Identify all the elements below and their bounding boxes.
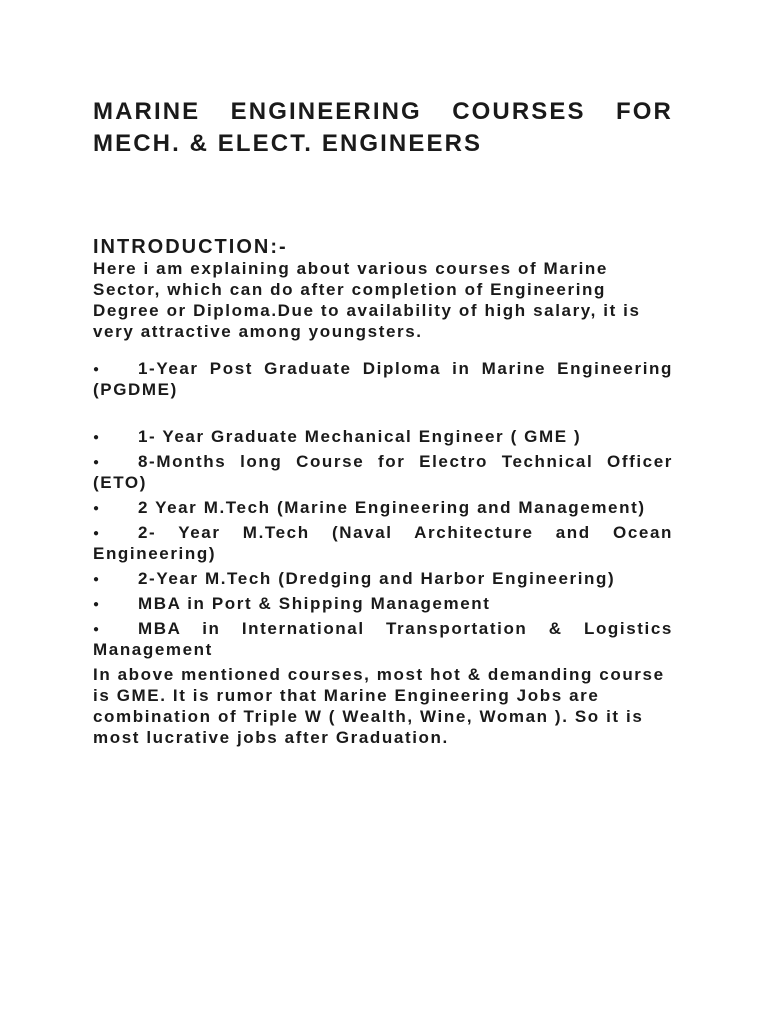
course-item [93,358,673,400]
course-text: MBA in International Transportation & Logistics Management [93,619,673,659]
document-page [93,96,673,748]
course-item [93,522,673,564]
course-text: 1-Year Post Graduate Diploma in Marine Engineering (PGDME) [93,359,673,399]
bullet-icon: ● [93,574,101,585]
course-text: 2-Year M.Tech (Dredging and Harbor Engineering) [138,569,616,588]
introduction-heading: INTRODUCTION:- [93,236,288,258]
course-item [93,426,673,447]
course-item [93,451,673,493]
closing-paragraph: In above mentioned courses, most hot & demanding course is GME. It is rumor that Marine Engineering Jobs are combination of Triple W ( Wealth, Wine, Woman ). So it is most lucrative jobs after Graduation. [93,665,665,747]
course-text: 2- Year M.Tech (Naval Architecture and Ocean Engineering) [93,523,673,563]
bullet-icon: ● [93,457,101,468]
course-item [93,618,673,660]
course-text: MBA in Port & Shipping Management [138,594,491,613]
bullet-icon: ● [93,624,101,635]
course-text: 2 Year M.Tech (Marine Engineering and Management) [138,498,646,517]
course-item [93,497,673,518]
bullet-icon: ● [93,599,101,610]
course-list [93,358,673,660]
document-title: MARINE ENGINEERING COURSES FOR MECH. & ELECT. ENGINEERS [93,98,673,157]
course-item [93,568,673,589]
introduction-paragraph: Here i am explaining about various courses of Marine Sector, which can do after completion of Engineering Degree or Diploma.Due to availability of high salary, it is very attractive among youngsters. [93,259,641,341]
course-item [93,593,673,614]
course-text: 8-Months long Course for Electro Technical Officer (ETO) [93,452,673,492]
course-text: 1- Year Graduate Mechanical Engineer ( GME ) [138,427,582,446]
bullet-icon: ● [93,528,101,539]
bullet-icon: ● [93,364,101,375]
bullet-icon: ● [93,432,101,443]
bullet-icon: ● [93,503,101,514]
